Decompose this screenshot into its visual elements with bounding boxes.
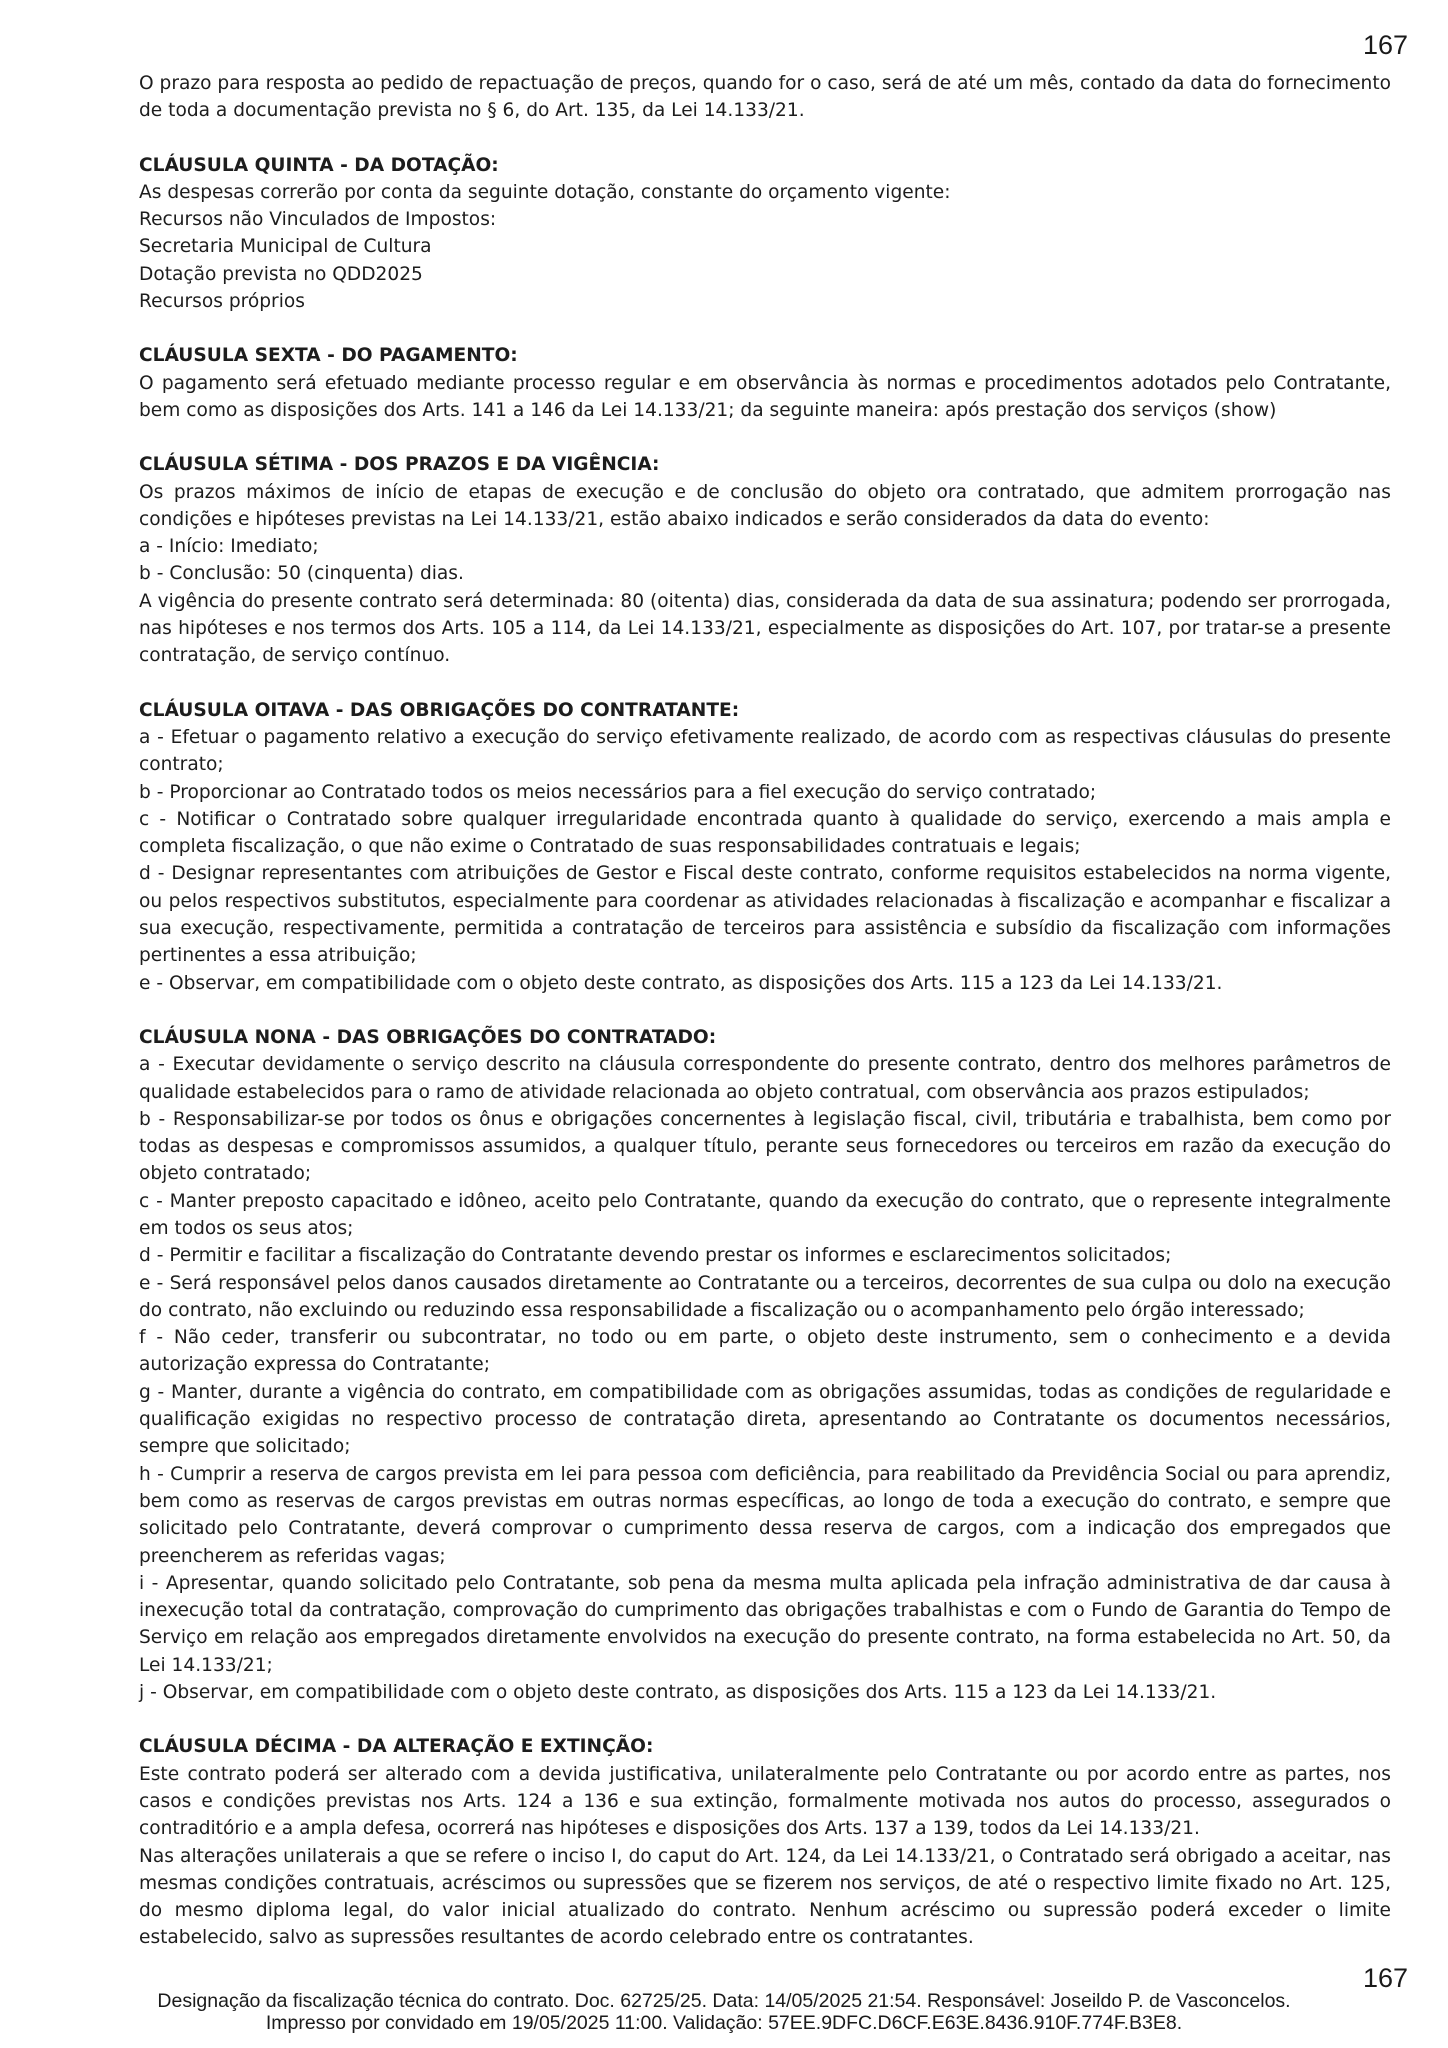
paragraph: O pagamento será efetuado mediante processo regular e em observância às normas e procedimentos adotados pelo Contratante, bem como as disposições dos Arts. 141 a 146 da Lei 14.133/21; da seguinte maneira: após prestação dos serviços (show)	[139, 372, 1391, 421]
paragraph: a - Início: Imediato;	[139, 536, 319, 558]
paragraph: d - Permitir e facilitar a fiscalização do Contratante devendo prestar os informes e esclarecimentos solicitados;	[139, 1245, 1172, 1267]
clause-heading: CLÁUSULA DÉCIMA - DA ALTERAÇÃO E EXTINÇÃO:	[139, 1736, 654, 1758]
paragraph: A vigência do presente contrato será determinada: 80 (oitenta) dias, considerada da data de sua assinatura; podendo ser prorrogada, nas hipóteses e nos termos dos Arts. 105 a 114, da Lei 14.133/21, especialmente as disposições do Art. 107, por tratar-se a presente contratação, de serviço contínuo.	[139, 590, 1391, 667]
paragraph: Nas alterações unilaterais a que se refere o inciso I, do caput do Art. 124, da Lei 14.133/21, o Contratado será obrigado a aceitar, nas mesmas condições contratuais, acréscimos ou supressões que se fizerem nos serviços, de até o respectivo limite fixado no Art. 125, do mesmo diploma legal, do valor inicial atualizado do contrato. Nenhum acréscimo ou supressão poderá exceder o limite estabelecido, salvo as supressões resultantes de acordo celebrado entre os contratantes.	[139, 1845, 1391, 1949]
paragraph: Os prazos máximos de início de etapas de execução e de conclusão do objeto ora contratado, que admitem prorrogação nas condições e hipóteses previstas na Lei 14.133/21, estão abaixo indicados e serão considerados da data do evento:	[139, 481, 1391, 530]
paragraph: Recursos não Vinculados de Impostos:	[139, 209, 497, 231]
clause-quinta	[139, 152, 1391, 316]
clause-heading: CLÁUSULA SÉTIMA - DOS PRAZOS E DA VIGÊNCIA:	[139, 454, 660, 476]
paragraph: b - Proporcionar ao Contratado todos os meios necessários para a fiel execução do serviço contratado;	[139, 781, 1097, 803]
paragraph: g - Manter, durante a vigência do contrato, em compatibilidade com as obrigações assumidas, todas as condições de regularidade e qualificação exigidas no respectivo processo de contratação direta, apresentando ao Contratante os documentos necessários, sempre que solicitado;	[139, 1381, 1391, 1458]
paragraph: i - Apresentar, quando solicitado pelo Contratante, sob pena da mesma multa aplicada pela infração administrativa de dar causa à inexecução total da contratação, comprovação do cumprimento das obrigações trabalhistas e com o Fundo de Garantia do Tempo de Serviço em relação aos empregados diretamente envolvidos na execução do presente contrato, na forma estabelecida no Art. 50, da Lei 14.133/21;	[139, 1572, 1391, 1676]
document-body	[139, 70, 1391, 1979]
paragraph: c - Notificar o Contratado sobre qualquer irregularidade encontrada quanto à qualidade do serviço, exercendo a mais ampla e completa fiscalização, o que não exime o Contratado de suas responsabilidades contratuais e legais;	[139, 808, 1391, 858]
paragraph: O prazo para resposta ao pedido de repactuação de preços, quando for o caso, será de até um mês, contado da data do fornecimento de toda a documentação prevista no § 6, do Art. 135, da Lei 14.133/21.	[139, 73, 1391, 122]
page-number-bottom: 167	[1362, 1963, 1408, 1993]
intro-paragraph	[139, 70, 1391, 125]
paragraph: b - Conclusão: 50 (cinquenta) dias.	[139, 563, 464, 585]
paragraph: As despesas correrão por conta da seguinte dotação, constante do orçamento vigente:	[139, 181, 951, 203]
paragraph: Dotação prevista no QDD2025	[139, 263, 423, 285]
paragraph: a - Executar devidamente o serviço descrito na cláusula correspondente do presente contrato, dentro dos melhores parâmetros de qualidade estabelecidos para o ramo de atividade relacionada ao objeto contratual, com observância aos prazos estipulados;	[139, 1054, 1391, 1103]
clause-setima	[139, 451, 1391, 669]
footer-validation	[0, 1990, 1448, 2034]
paragraph: f - Não ceder, transferir ou subcontratar, no todo ou em parte, o objeto deste instrumento, sem o conhecimento e a devida autorização expressa do Contratante;	[139, 1327, 1391, 1376]
footer-line-validation: Impresso por convidado em 19/05/2025 11:00. Validação: 57EE.9DFC.D6CF.E63E.8436.910F.774F.B3E8.	[265, 2012, 1183, 2034]
paragraph: Este contrato poderá ser alterado com a devida justificativa, unilateralmente pelo Contratante ou por acordo entre as partes, nos casos e condições previstas nos Arts. 124 a 136 e sua extinção, formalmente motivada nos autos do processo, assegurados o contraditório e a ampla defesa, ocorrerá nas hipóteses e disposições dos Arts. 137 a 139, todos da Lei 14.133/21.	[139, 1763, 1391, 1840]
paragraph: e - Será responsável pelos danos causados diretamente ao Contratante ou a terceiros, decorrentes de sua culpa ou dolo na execução do contrato, não excluindo ou reduzindo essa responsabilidade a fiscalização ou o acompanhamento pelo órgão interessado;	[139, 1272, 1391, 1321]
clause-sexta	[139, 342, 1391, 424]
clause-heading: CLÁUSULA QUINTA - DA DOTAÇÃO:	[139, 154, 499, 176]
paragraph: h - Cumprir a reserva de cargos prevista em lei para pessoa com deficiência, para reabilitado da Previdência Social ou para aprendiz, bem como as reservas de cargos previstas em outras normas específicas, ao longo de toda a execução do contrato, e sempre que solicitado pelo Contratante, deverá comprovar o cumprimento dessa reserva de cargos, com a indicação dos empregados que preencherem as referidas vagas;	[139, 1463, 1391, 1567]
clause-decima	[139, 1733, 1391, 1951]
paragraph: j - Observar, em compatibilidade com o objeto deste contrato, as disposições dos Arts. 115 a 123 da Lei 14.133/21.	[139, 1682, 1217, 1704]
paragraph: Recursos próprios	[139, 291, 305, 313]
clause-nona	[139, 1024, 1391, 1706]
clause-oitava	[139, 697, 1391, 997]
paragraph: e - Observar, em compatibilidade com o objeto deste contrato, as disposições dos Arts. 115 a 123 da Lei 14.133/21.	[139, 972, 1223, 994]
clause-heading: CLÁUSULA OITAVA - DAS OBRIGAÇÕES DO CONTRATANTE:	[139, 699, 740, 721]
paragraph: Secretaria Municipal de Cultura	[139, 236, 432, 258]
clause-heading: CLÁUSULA SEXTA - DO PAGAMENTO:	[139, 345, 518, 367]
clause-heading: CLÁUSULA NONA - DAS OBRIGAÇÕES DO CONTRATADO:	[139, 1026, 717, 1048]
paragraph: a - Efetuar o pagamento relativo a execução do serviço efetivamente realizado, de acordo com as respectivas cláusulas do presente contrato;	[139, 726, 1391, 776]
paragraph: b - Responsabilizar-se por todos os ônus e obrigações concernentes à legislação fiscal, civil, tributária e trabalhista, bem como por todas as despesas e compromissos assumidos, a qualquer título, perante seus fornecedores ou terceiros em razão da execução do objeto contratado;	[139, 1108, 1391, 1185]
paragraph: c - Manter preposto capacitado e idôneo, aceito pelo Contratante, quando da execução do contrato, que o represente integralmente em todos os seus atos;	[139, 1190, 1391, 1239]
footer-line-designation: Designação da fiscalização técnica do contrato. Doc. 62725/25. Data: 14/05/2025 21:54. Responsável: Joseildo P. de Vasconcelos.	[157, 1990, 1291, 2012]
paragraph: d - Designar representantes com atribuições de Gestor e Fiscal deste contrato, conforme requisitos estabelecidos na norma vigente, ou pelos respectivos substitutos, especialmente para coordenar as atividades relacionadas à fiscalização e acompanhar e fiscalizar a sua execução, respectivamente, permitida a contratação de terceiros para assistência e subsídio da fiscalização com informações pertinentes a essa atribuição;	[139, 863, 1391, 967]
page-number-top: 167	[1362, 30, 1408, 60]
